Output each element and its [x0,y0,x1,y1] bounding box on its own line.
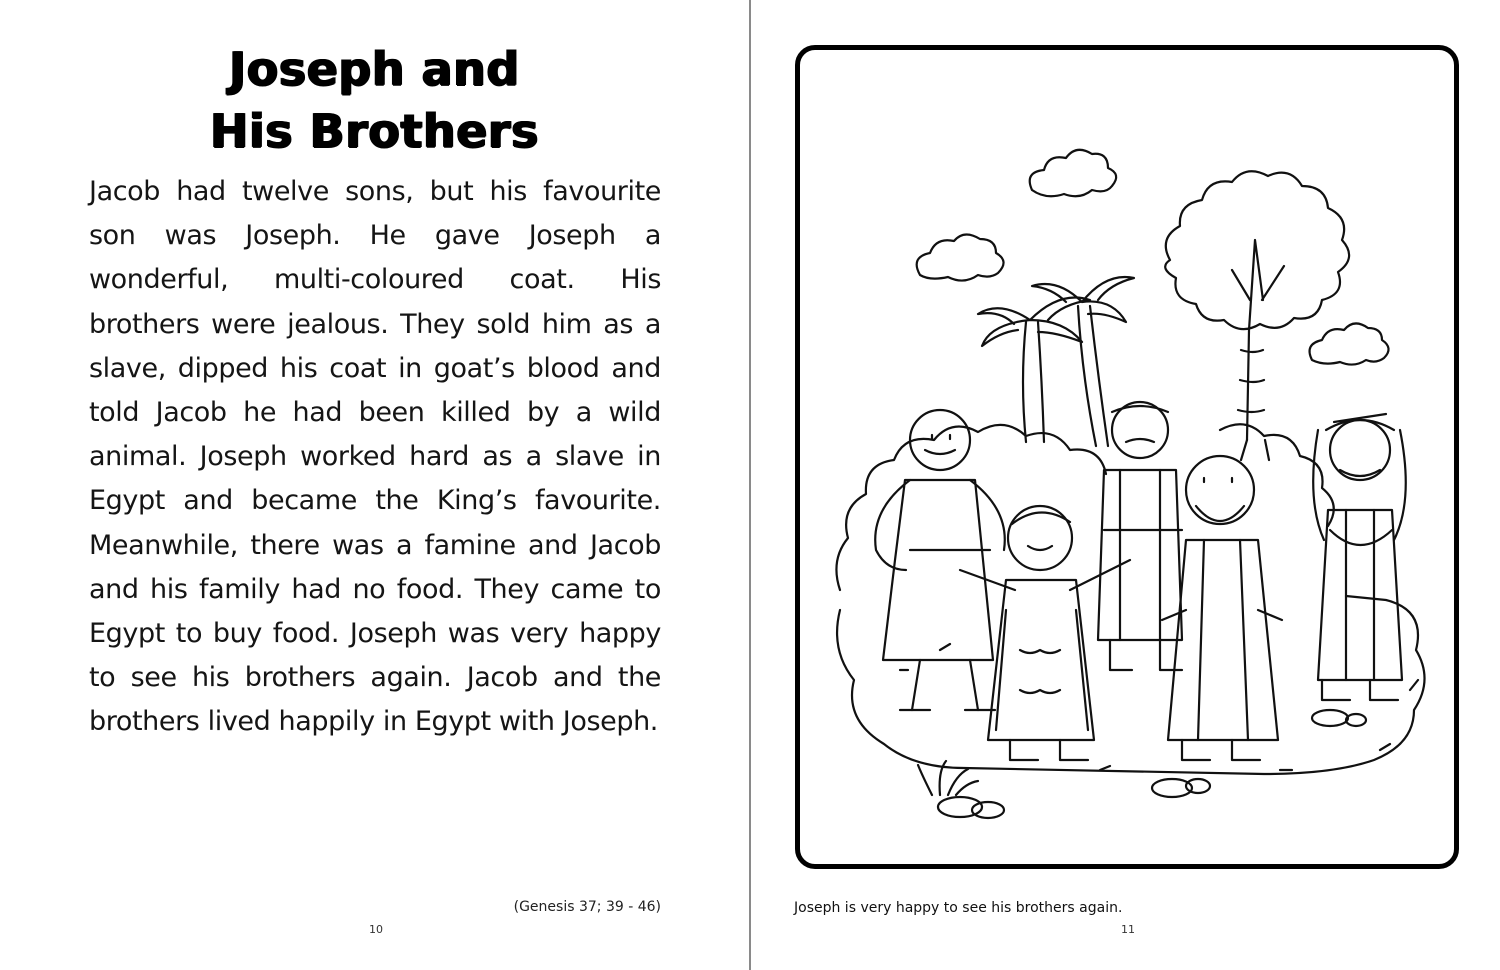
page-number-right: 11 [1121,923,1135,936]
person-icon [1098,402,1182,670]
stone-icon [938,710,1366,818]
cloud-icon [1030,150,1116,196]
story-text: Jacob had twelve sons, but his favourite son was Joseph. He gave Joseph a wonderful, multi-coloured coat. His brothers were jealous. They sold him as a slave, dipped his coat in goat’s blood and told Jacob he had been killed by a wild animal. Joseph worked hard as a slave in Egypt and became the King’s favourite. Meanwhile, there was a famine and Jacob and his family had no food. They came to Egypt to buy food. Joseph was very happy to see his brothers again. Jacob and the brothers lived happily in Egypt with Joseph. [89,176,661,738]
title-line-2: His Brothers [209,104,539,158]
ground-outline [837,596,1424,774]
left-page [0,0,749,970]
page-title [0,38,749,162]
cloud-icon [1310,323,1389,364]
person-icon [960,506,1130,760]
title-line-1: Joseph and [229,42,520,96]
illustration-caption: Joseph is very happy to see his brothers again. [794,900,1123,916]
illustration [800,50,1454,864]
page-number-left: 10 [369,923,383,936]
right-page [751,0,1500,970]
person-icon [875,410,1005,710]
palm-tree-icon [978,277,1134,446]
tree-icon [1165,171,1349,460]
illustration-frame [795,45,1459,869]
scripture-reference: (Genesis 37; 39 - 46) [513,899,661,915]
cloud-icon [917,234,1004,280]
person-icon [1313,414,1406,700]
person-icon [1162,456,1282,760]
